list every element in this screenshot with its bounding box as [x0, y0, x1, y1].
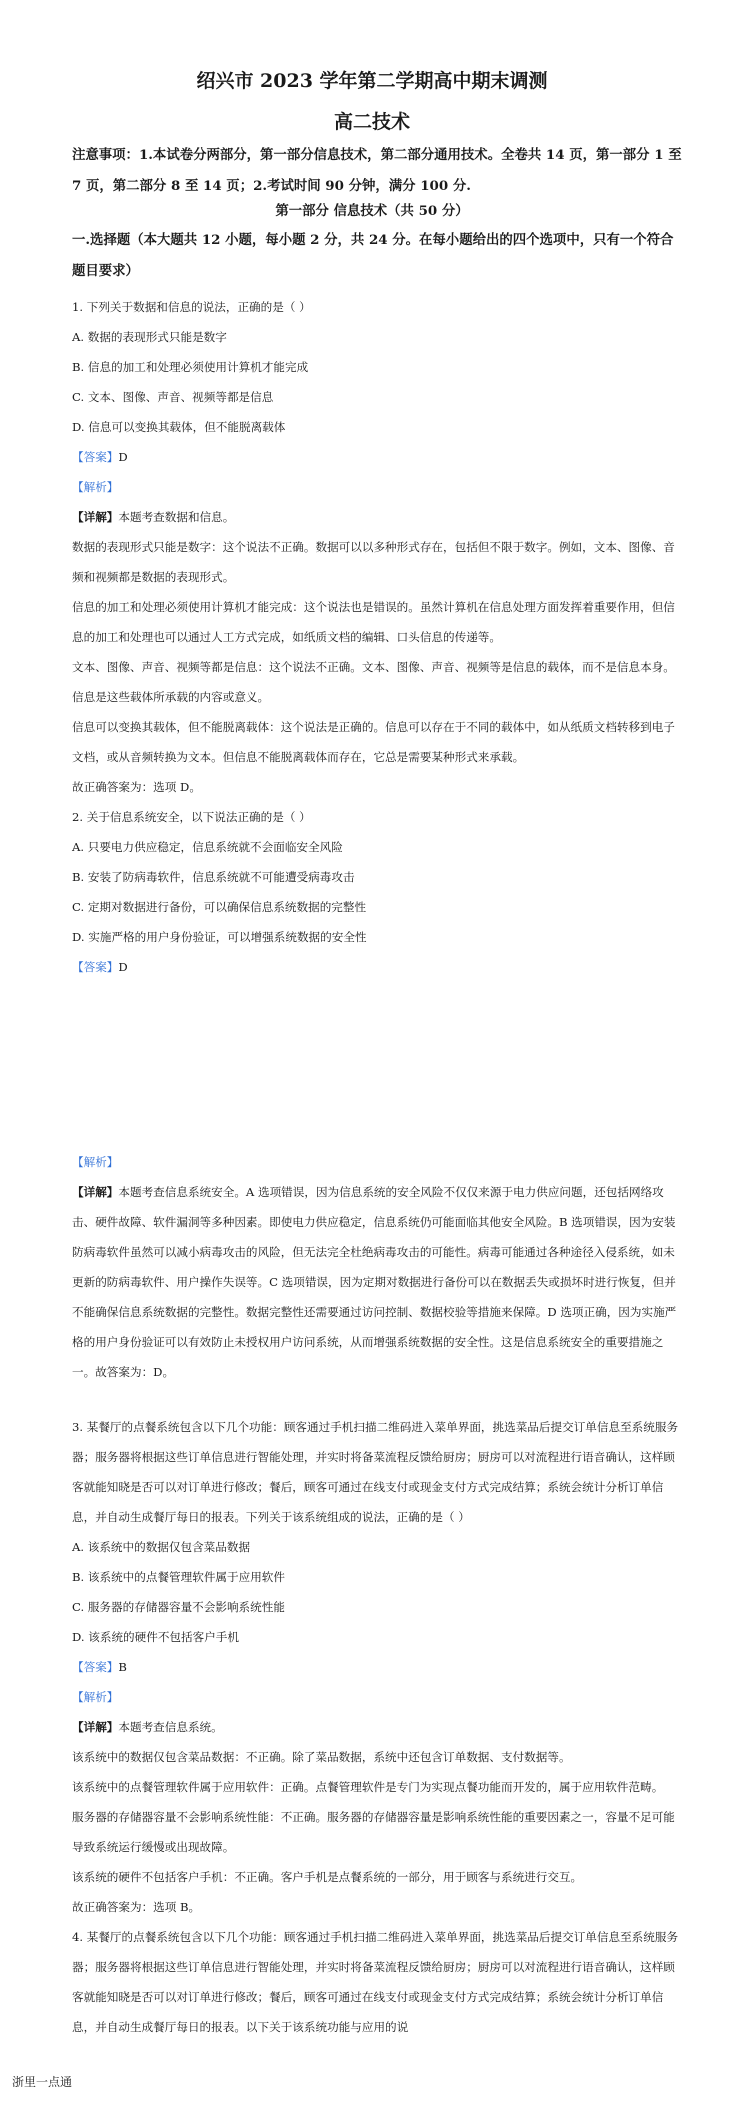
explanation-conclusion: 故正确答案为：选项 B。	[72, 1900, 201, 1914]
answer-line	[72, 1652, 684, 1682]
analysis-tag: 【解析】	[72, 1690, 119, 1704]
detail-intro: 本题考查数据和信息。	[118, 510, 235, 524]
explanation-paragraph: 该系统中的点餐管理软件属于应用软件：正确。点餐管理软件是专门为实现点餐功能而开发的，属于应用软件范畴。	[72, 1780, 664, 1794]
explanation-paragraph: 信息的加工和处理必须使用计算机才能完成：这个说法也是错误的。虽然计算机在信息处理方面发挥着重要作用，但信息的加工和处理也可以通过人工方式完成，如纸质文档的编辑、口头信息的传递等。	[72, 600, 675, 644]
explanation-conclusion: 故正确答案为：选项 D。	[72, 780, 201, 794]
answer-value: D	[118, 450, 128, 464]
answer-tag: 【答案】	[72, 960, 119, 974]
option-b: B. 信息的加工和处理必须使用计算机才能完成	[72, 360, 309, 374]
option-b: B. 该系统中的点餐管理软件属于应用软件	[72, 1570, 285, 1584]
option-b: B. 安装了防病毒软件，信息系统就不可能遭受病毒攻击	[72, 870, 355, 884]
question-stem: 1. 下列关于数据和信息的说法，正确的是（ ）	[72, 300, 311, 314]
question-1	[72, 292, 684, 802]
detail-line	[72, 1712, 684, 1742]
explanation-paragraph: 服务器的存储器容量不会影响系统性能：不正确。服务器的存储器容量是影响系统性能的重要因素之一，容量不足可能导致系统运行缓慢或出现故障。	[72, 1810, 675, 1854]
question-stem: 2. 关于信息系统安全，以下说法正确的是（ ）	[72, 810, 311, 824]
question-4	[72, 1922, 684, 2042]
exam-subtitle: 高二技术	[333, 111, 410, 133]
answer-value: B	[118, 1660, 127, 1674]
question-2-analysis	[72, 1147, 684, 1387]
option-d: D. 实施严格的用户身份验证，可以增强系统数据的安全性	[72, 930, 367, 944]
option-a: A. 该系统中的数据仅包含菜品数据	[72, 1540, 251, 1554]
question-3	[72, 1412, 684, 1922]
exam-notice: 注意事项：1.本试卷分两部分，第一部分信息技术，第二部分通用技术。全卷共 14 页，第一部分 1 至 7 页，第二部分 8 至 14 页；2.考试时间 90 分钟，满分 100 分.	[72, 147, 682, 194]
answer-value: D	[118, 960, 128, 974]
detail-text: 本题考查信息系统安全。A 选项错误，因为信息系统的安全风险不仅仅来源于电力供应问题，还包括网络攻击、硬件故障、软件漏洞等多种因素。即使电力供应稳定，信息系统仍可能面临其他安全风险。B 选项错误，因为安装防病毒软件虽然可以减小病毒攻击的风险，但无法完全杜绝病毒攻击的可能性。病毒可能通过各种途径入侵系统，如未更新的防病毒软件、用户操作失误等。C 选项错误，因为定期对数据进行备份可以在数据丢失或损坏时进行恢复，但并不能确保信息系统数据的完整性。数据完整性还需要通过访问控制、数据校验等措施来保障。D 选项正确，因为实施严格的用户身份验证可以有效防止未授权用户访问系统，从而增强系统数据的安全性。这是信息系统安全的重要措施之一。故答案为：D。	[72, 1185, 677, 1379]
detail-line	[72, 502, 684, 532]
explanation-paragraph: 该系统中的数据仅包含菜品数据：不正确。除了菜品数据，系统中还包含订单数据、支付数据等。	[72, 1750, 571, 1764]
question-2	[72, 802, 684, 982]
section-title: 一.选择题（本大题共 12 小题，每小题 2 分，共 24 分。在每小题给出的四个选项中，只有一个符合题目要求）	[72, 232, 674, 279]
exam-title: 绍兴市 2023 学年第二学期高中期末调测	[196, 70, 548, 92]
option-a: A. 数据的表现形式只能是数字	[72, 330, 227, 344]
option-c: C. 服务器的存储器容量不会影响系统性能	[72, 1600, 285, 1614]
answer-line	[72, 442, 684, 472]
detail-line	[72, 1177, 684, 1387]
answer-line	[72, 952, 684, 982]
detail-intro: 本题考查信息系统。	[118, 1720, 223, 1734]
answer-tag: 【答案】	[72, 450, 119, 464]
option-a: A. 只要电力供应稳定，信息系统就不会面临安全风险	[72, 840, 343, 854]
option-d: D. 该系统的硬件不包括客户手机	[72, 1630, 239, 1644]
explanation-paragraph: 数据的表现形式只能是数字：这个说法不正确。数据可以以多种形式存在，包括但不限于数字。例如，文本、图像、音频和视频都是数据的表现形式。	[72, 540, 675, 584]
explanation-paragraph: 文本、图像、声音、视频等都是信息：这个说法不正确。文本、图像、声音、视频等是信息的载体，而不是信息本身。信息是这些载体所承载的内容或意义。	[72, 660, 675, 704]
part-title: 第一部分 信息技术（共 50 分）	[275, 203, 469, 219]
option-d: D. 信息可以变换其载体，但不能脱离载体	[72, 420, 286, 434]
question-stem: 3. 某餐厅的点餐系统包含以下几个功能：顾客通过手机扫描二维码进入菜单界面，挑选菜品后提交订单信息至系统服务器；服务器将根据这些订单信息进行智能处理，并实时将备菜流程反馈给厨房；厨房可以对流程进行语音确认，这样顾客就能知晓是否可以对订单进行修改；餐后，顾客可通过在线支付或现金支付方式完成结算；系统会统计分析订单信息，并自动生成餐厅每日的报表。下列关于该系统组成的说法，正确的是（ ）	[72, 1420, 679, 1524]
explanation-paragraph: 信息可以变换其载体，但不能脱离载体：这个说法是正确的。信息可以存在于不同的载体中，如从纸质文档转移到电子文档，或从音频转换为文本。但信息不能脱离载体而存在，它总是需要某种形式来承载。	[72, 720, 675, 764]
analysis-tag: 【解析】	[72, 480, 119, 494]
option-c: C. 文本、图像、声音、视频等都是信息	[72, 390, 274, 404]
question-stem: 4. 某餐厅的点餐系统包含以下几个功能：顾客通过手机扫描二维码进入菜单界面，挑选菜品后提交订单信息至系统服务器；服务器将根据这些订单信息进行智能处理，并实时将备菜流程反馈给厨房；厨房可以对流程进行语音确认，这样顾客就能知晓是否可以对订单进行修改；餐后，顾客可通过在线支付或现金支付方式完成结算；系统会统计分析订单信息，并自动生成餐厅每日的报表。以下关于该系统功能与应用的说	[72, 1930, 679, 2034]
detail-tag: 【详解】	[72, 1720, 119, 1734]
analysis-tag: 【解析】	[72, 1155, 119, 1169]
answer-tag: 【答案】	[72, 1660, 119, 1674]
detail-tag: 【详解】	[72, 1185, 119, 1199]
explanation-paragraph: 该系统的硬件不包括客户手机：不正确。客户手机是点餐系统的一部分，用于顾客与系统进行交互。	[72, 1870, 583, 1884]
detail-tag: 【详解】	[72, 510, 119, 524]
footer-watermark: 浙里一点通	[12, 2075, 73, 2089]
option-c: C. 定期对数据进行备份，可以确保信息系统数据的完整性	[72, 900, 367, 914]
